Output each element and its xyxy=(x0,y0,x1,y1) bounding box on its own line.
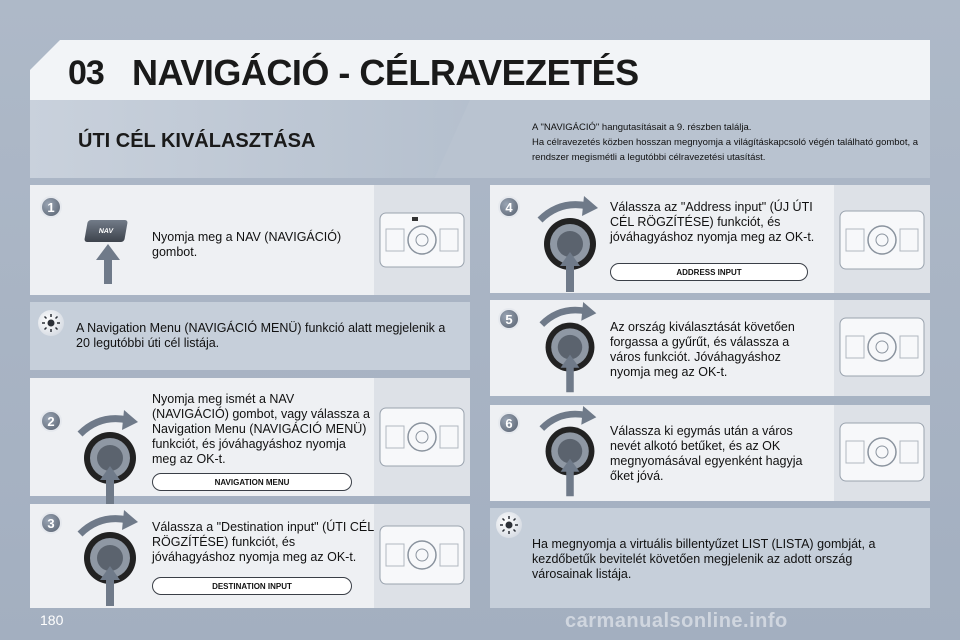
radio-unit-image xyxy=(374,185,470,295)
radio-unit-icon xyxy=(834,405,930,501)
step-3-number: 3 xyxy=(40,512,62,534)
radio-unit-image xyxy=(834,405,930,501)
step-5-text: Az ország kiválasztását követően forgassa a gyűrűt, és válassza a város funkciót. Jóváhagyáshoz nyomja meg az OK-t. xyxy=(610,320,795,379)
step-2-text: Nyomja meg ismét a NAV (NAVIGÁCIÓ) gombot, vagy válassza a Navigation Menu (NAVIGÁCIÓ MENÜ) funkciót, és jóváhagyáshoz nyomja meg az OK-t. xyxy=(152,392,370,466)
step-5-number: 5 xyxy=(498,308,520,330)
note-line-1: A "NAVIGÁCIÓ" hangutasításait a 9. részben találja. xyxy=(532,122,752,133)
step-6-number: 6 xyxy=(498,412,520,434)
rotary-knob-icon xyxy=(530,196,610,296)
nav-button-icon: NAV xyxy=(84,220,128,242)
navigation-menu-label: NAVIGATION MENU xyxy=(152,473,352,491)
rotary-knob-icon xyxy=(530,302,610,396)
rotary-knob-icon xyxy=(70,410,150,510)
step-1-number: 1 xyxy=(40,196,62,218)
rotary-knob-icon xyxy=(530,406,610,500)
radio-unit-image xyxy=(834,300,930,396)
section-note xyxy=(532,120,922,165)
address-input-label: ADDRESS INPUT xyxy=(610,263,808,281)
step-4-text: Válassza az "Address input" (ÚJ ÚTI CÉL RÖGZÍTÉSE) funkciót, és jóváhagyáshoz nyomja meg az OK-t. xyxy=(610,200,815,244)
note-line-2: Ha célravezetés közben hosszan megnyomja a világításkapcsoló végén található gombot, a rendszer megismétli a legutóbbi célravezetési utasítást. xyxy=(532,137,919,163)
step-2-number: 2 xyxy=(40,410,62,432)
radio-unit-image xyxy=(834,185,930,293)
info-1-text: A Navigation Menu (NAVIGÁCIÓ MENÜ) funkció alatt megjelenik a 20 legutóbbi úti cél listája. xyxy=(76,321,446,350)
radio-unit-icon xyxy=(834,185,930,293)
radio-unit-icon xyxy=(374,378,470,496)
radio-unit-image xyxy=(374,378,470,496)
page-number: 180 xyxy=(40,612,64,628)
step-6-text: Válassza ki egymás után a város nevét alkotó betűket, és az OK megnyomásával egyenként hagyja őket jóvá. xyxy=(610,424,803,483)
info-2-icon xyxy=(496,512,522,538)
radio-unit-icon xyxy=(374,185,470,295)
info-1-icon xyxy=(38,310,64,336)
sun-icon xyxy=(500,516,518,534)
step-1-text: Nyomja meg a NAV (NAVIGÁCIÓ) gombot. xyxy=(152,230,342,259)
sun-icon xyxy=(42,314,60,332)
chapter-number: 03 xyxy=(68,54,104,92)
info-2-text: Ha megnyomja a virtuális billentyűzet LIST (LISTA) gombját, a kezdőbetűk bevitelét követően megjelenik az adott ország városainak listája. xyxy=(532,537,876,581)
step-3-text: Válassza a "Destination input" (ÚTI CÉL RÖGZÍTÉSE) funkciót, és jóváhagyáshoz nyomja meg az OK-t. xyxy=(152,520,374,564)
destination-input-label: DESTINATION INPUT xyxy=(152,577,352,595)
radio-unit-icon xyxy=(374,504,470,608)
step-4-number: 4 xyxy=(498,196,520,218)
radio-unit-image xyxy=(374,504,470,608)
page-title: NAVIGÁCIÓ - CÉLRAVEZETÉS xyxy=(132,52,639,93)
radio-unit-icon xyxy=(834,300,930,396)
section-title: ÚTI CÉL KIVÁLASZTÁSA xyxy=(78,130,316,152)
watermark: carmanualsonline.info xyxy=(565,610,788,632)
rotary-knob-icon xyxy=(70,510,150,610)
press-arrow-icon xyxy=(96,244,120,284)
